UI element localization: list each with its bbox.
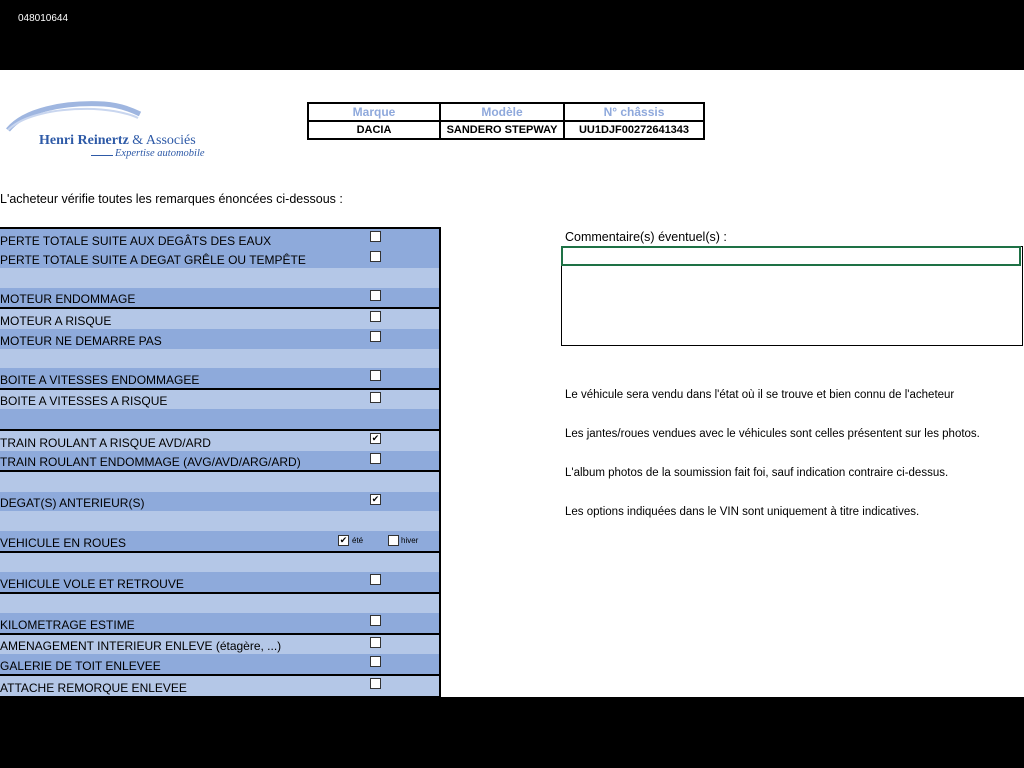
comment-label: Commentaire(s) éventuel(s) : [565,230,727,244]
checklist-label: VEHICULE VOLE ET RETROUVE [0,576,184,591]
checklist-row [0,307,439,329]
checklist-label: KILOMETRAGE ESTIME [0,617,135,632]
checklist-label: DEGAT(S) ANTERIEUR(S) [0,496,145,511]
checklist-spacer [0,551,439,573]
checklist-label: TRAIN ROULANT ENDOMMAGE (AVG/AVD/ARG/ARD) [0,455,301,470]
checkbox-unchecked-icon[interactable] [370,370,381,381]
checkbox-unchecked-icon[interactable] [370,311,381,322]
top-black-bar [0,0,1024,70]
checkbox-unchecked-icon[interactable] [370,574,381,585]
checklist-row [0,368,439,388]
note-condition: Le véhicule sera vendu dans l'état où il se trouve et bien connu de l'acheteur [565,389,955,401]
checklist-spacer [0,349,439,369]
checklist-row [0,451,439,471]
checklist-row [0,572,439,592]
checklist-row [0,654,439,674]
checklist-label: VEHICULE EN ROUES [0,535,127,550]
comment-active-cell[interactable] [561,246,1021,266]
logo-tagline: Expertise automobile [115,148,205,159]
checklist-label: PERTE TOTALE SUITE AUX DEGÂTS DES EAUX [0,233,272,248]
vehicle-header-model: Modèle [440,103,564,121]
checkbox-hiver-icon[interactable] [388,535,399,546]
checkbox-unchecked-icon[interactable] [370,637,381,648]
checklist-row [0,249,439,269]
checkbox-unchecked-icon[interactable] [370,615,381,626]
checkbox-unchecked-icon[interactable] [370,331,381,342]
note-album: L'album photos de la soumission fait foi, sauf indication contraire ci-dessus. [565,467,949,479]
checklist-row [0,633,439,655]
checklist-spacer [0,470,439,492]
checklist-row [0,227,439,249]
intro-text: L'acheteur vérifie toutes les remarques énoncées ci-dessous : [0,192,343,206]
checklist-row [0,329,439,349]
checklist [0,227,441,719]
ete-label: été [352,535,364,545]
checklist-spacer [0,511,439,531]
checklist-label: AMENAGEMENT INTERIEUR ENLEVE (étagère, ...) [0,639,282,654]
checklist-spacer [0,268,439,288]
checklist-row [0,288,439,308]
checkbox-unchecked-icon[interactable] [370,453,381,464]
checklist-row-wheels [0,531,439,551]
checklist-label: PERTE TOTALE SUITE A DEGAT GRÊLE OU TEMPÊTE [0,253,306,268]
checkbox-checked-icon[interactable]: ✔ [371,432,380,443]
checkbox-unchecked-icon[interactable] [370,656,381,667]
checklist-label: ATTACHE REMORQUE ENLEVEE [0,680,187,695]
logo-dash [91,155,113,156]
vehicle-header-chassis: N° châssis [564,103,704,121]
checkbox-unchecked-icon[interactable] [370,678,381,689]
checkbox-unchecked-icon[interactable] [370,251,381,262]
checklist-row [0,613,439,633]
vehicle-brand-cell[interactable]: DACIA [308,121,440,139]
checklist-row [0,492,439,512]
logo-company-name: Henri Reinertz & Associés [39,133,196,148]
checklist-label: MOTEUR A RISQUE [0,313,112,328]
checkbox-ete-icon[interactable]: ✔ [339,534,348,545]
company-logo [4,100,234,162]
bottom-black-bar [0,697,1024,768]
vehicle-header-brand: Marque [308,103,440,121]
checklist-label: BOITE A VITESSES ENDOMMAGEE [0,372,200,387]
note-wheels: Les jantes/roues vendues avec le véhicules sont celles présentent sur les photos. [565,428,980,440]
checklist-row [0,429,439,451]
checklist-spacer [0,409,439,429]
checklist-label: BOITE A VITESSES A RISQUE [0,394,168,409]
vehicle-chassis-cell[interactable]: UU1DJF00272641343 [564,121,704,139]
checklist-row [0,674,439,696]
checklist-label: MOTEUR NE DEMARRE PAS [0,333,162,348]
checkbox-checked-icon[interactable]: ✔ [371,493,380,504]
checklist-label: TRAIN ROULANT A RISQUE AVD/ARD [0,435,211,450]
note-vin-options: Les options indiquées dans le VIN sont uniquement à titre indicatives. [565,506,920,518]
checklist-spacer [0,592,439,614]
checklist-label: MOTEUR ENDOMMAGE [0,292,136,307]
checkbox-unchecked-icon[interactable] [370,392,381,403]
hiver-label: hiver [401,535,419,545]
checkbox-unchecked-icon[interactable] [370,231,381,242]
checklist-label: GALERIE DE TOIT ENLEVEE [0,659,161,674]
checklist-row [0,388,439,410]
checkbox-unchecked-icon[interactable] [370,290,381,301]
vehicle-info-table [307,102,705,140]
document-id: 048010644 [18,13,69,24]
vehicle-model-cell[interactable]: SANDERO STEPWAY [440,121,564,139]
document-page [0,70,1024,697]
